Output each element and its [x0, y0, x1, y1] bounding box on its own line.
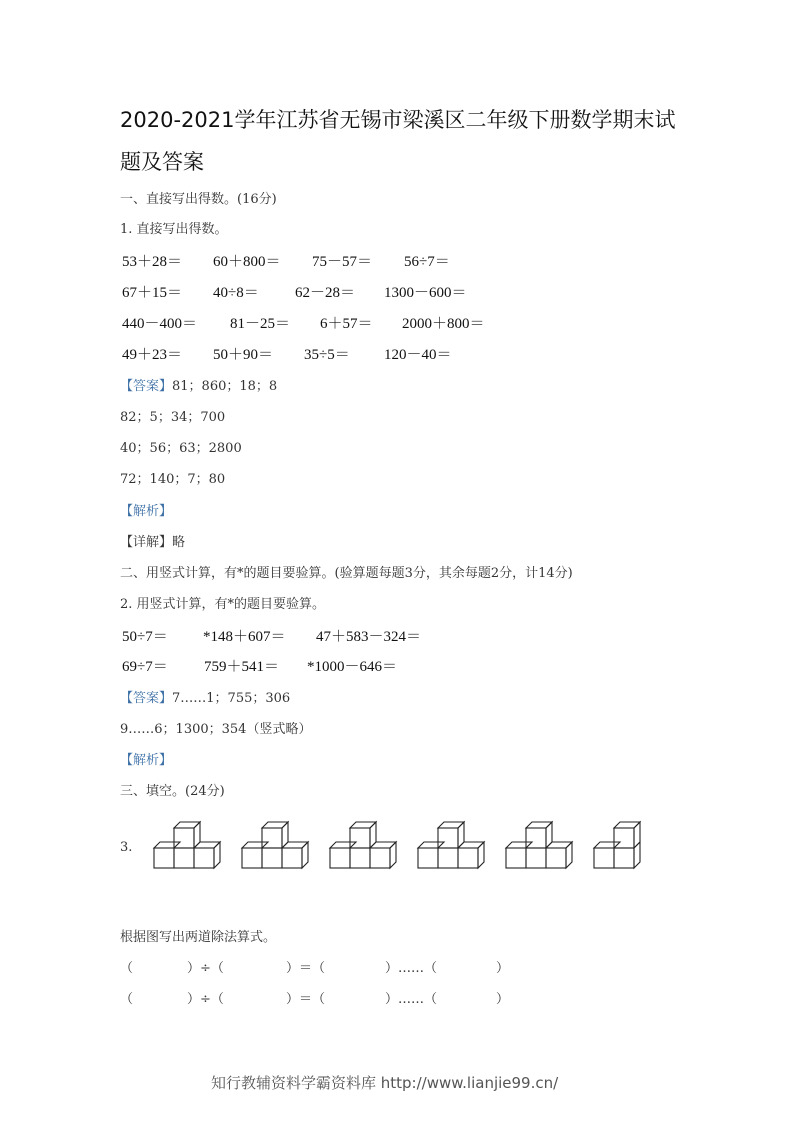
answer-line: 72；140；7；80: [120, 472, 226, 487]
expression: 6＋57＝: [320, 316, 373, 332]
cube-group: [242, 822, 308, 868]
detail-line: [120, 531, 185, 550]
blank-part: ）÷（: [187, 961, 224, 976]
section-1-heading: 一、直接写出得数。(16分): [120, 192, 277, 207]
section-2-heading: 二、用竖式计算，有*的题目要验算。(验算题每题3分，其余每题2分，计14分): [120, 566, 573, 581]
answer-line: [120, 375, 277, 394]
blank-part: ）……（: [385, 992, 438, 1007]
expression: 1300－600＝: [384, 285, 467, 301]
question-1-text: 1. 直接写出得数。: [120, 222, 228, 237]
cube-group: [330, 822, 396, 868]
question-3-number: 3.: [120, 840, 133, 855]
expression: 40÷8＝: [213, 285, 259, 301]
cube-group: [418, 822, 484, 868]
answer-text: 7……1；755；306: [172, 691, 291, 706]
expression: 440－400＝: [122, 316, 198, 332]
expression: 2000＋800＝: [402, 316, 485, 332]
cube-group: [154, 822, 220, 868]
expression: 62－28＝: [295, 285, 356, 301]
cube-group: [506, 822, 572, 868]
answer-line: [120, 687, 290, 706]
detail-tag: 【详解】: [120, 535, 173, 550]
expression: 50＋90＝: [213, 347, 274, 363]
answer-text: 81；860；18；8: [172, 379, 278, 394]
answer-line: 82；5；34；700: [120, 410, 226, 425]
cube-group: [594, 822, 640, 868]
cube-groups-figure: [150, 818, 650, 874]
expression: 81－25＝: [230, 316, 291, 332]
expression: *1000－646＝: [307, 659, 398, 675]
expression: 75－57＝: [312, 254, 373, 270]
blank-part: ）……（: [385, 961, 438, 976]
expression: 56÷7＝: [404, 254, 450, 270]
question-2-text: 2. 用竖式计算，有*的题目要验算。: [120, 597, 326, 612]
answer-tag: 【答案】: [120, 379, 173, 394]
expression: 50÷7＝: [122, 629, 168, 645]
question-3-prompt: 根据图写出两道除法算式。: [120, 930, 277, 945]
blank-part: ）＝（: [286, 992, 326, 1007]
expression: 49＋23＝: [122, 347, 183, 363]
answer-line: 9……6；1300；354（竖式略）: [120, 722, 312, 737]
expression: 759＋541＝: [204, 659, 280, 675]
expression: 60＋800＝: [213, 254, 281, 270]
analysis-tag: 【解析】: [120, 753, 173, 768]
detail-text: 略: [172, 535, 186, 550]
expression: 47＋583－324＝: [316, 629, 422, 645]
page-title-line-2: 题及答案: [120, 150, 204, 174]
blank-part: ）＝（: [286, 961, 326, 976]
expression: *148＋607＝: [203, 629, 286, 645]
answer-line: 40；56；63；2800: [120, 441, 242, 456]
expression: 35÷5＝: [304, 347, 350, 363]
analysis-tag: 【解析】: [120, 504, 173, 519]
blank-part: （: [120, 992, 134, 1007]
blank-part: ）: [496, 992, 510, 1007]
page-title-line-1: 2020-2021学年江苏省无锡市梁溪区二年级下册数学期末试: [120, 108, 676, 132]
footer-watermark: 知行教辅资料学霸资料库 http://www.lianjie99.cn/: [211, 1074, 559, 1092]
blank-part: （: [120, 961, 134, 976]
blank-part: ）: [496, 961, 510, 976]
answer-tag: 【答案】: [120, 691, 173, 706]
section-3-heading: 三、填空。(24分): [120, 784, 225, 799]
expression: 67＋15＝: [122, 285, 183, 301]
expression: 120－40＝: [384, 347, 452, 363]
expression: 53＋28＝: [122, 254, 183, 270]
expression: 69÷7＝: [122, 659, 168, 675]
blank-part: ）÷（: [187, 992, 224, 1007]
